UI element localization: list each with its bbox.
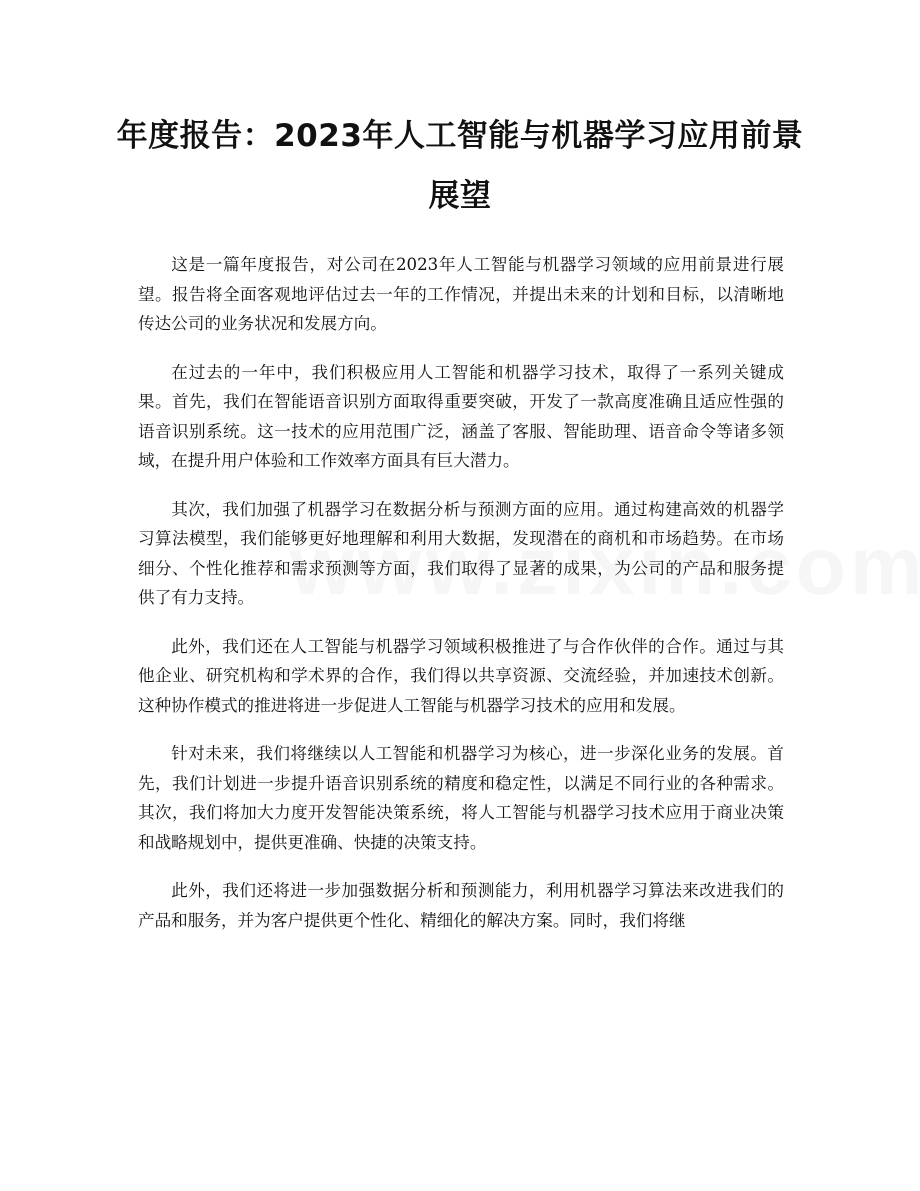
paragraph-partnership: 此外，我们还在人工智能与机器学习领域积极推进了与合作伙伴的合作。通过与其他企业、研究机构和学术界的合作，我们得以共享资源、交流经验，并加速技术创新。这种协作模式的推进将进一步促进人工智能与机器学习技术的应用和发展。 [138,636,784,715]
paragraph-past-year: 在过去的一年中，我们积极应用人工智能和机器学习技术，取得了一系列关键成果。首先，我们在智能语音识别方面取得重要突破，开发了一款高度准确且适应性强的语音识别系统。这一技术的应用范围广泛，涵盖了客服、智能助理、语音命令等诸多领域，在提升用户体验和工作效率方面具有巨大潜力。 [138,362,784,470]
paragraph-intro: 这是一篇年度报告，对公司在2023年人工智能与机器学习领域的应用前景进行展望。报告将全面客观地评估过去一年的工作情况，并提出未来的计划和目标，以清晰地传达公司的业务状况和发展方向。 [138,255,784,333]
document-body [138,250,784,954]
paragraph-data-strengthening: 此外，我们还将进一步加强数据分析和预测能力，利用机器学习算法来改进我们的产品和服务，并为客户提供更个性化、精细化的解决方案。同时，我们将继 [138,881,784,930]
paragraph-data-analysis: 其次，我们加强了机器学习在数据分析与预测方面的应用。通过构建高效的机器学习算法模型，我们能够更好地理解和利用大数据，发现潜在的商机和市场趋势。在市场细分、个性化推荐和需求预测等方面，我们取得了显著的成果，为公司的产品和服务提供了有力支持。 [138,499,784,607]
document-title: 年度报告：2023年人工智能与机器学习应用前景展望 [116,118,804,214]
paragraph-future-plans: 针对未来，我们将继续以人工智能和机器学习为核心，进一步深化业务的发展。首先，我们计划进一步提升语音识别系统的精度和稳定性，以满足不同行业的各种需求。其次，我们将加大力度开发智能决策系统，将人工智能与机器学习技术应用于商业决策和战略规划中，提供更准确、快捷的决策支持。 [138,744,784,852]
